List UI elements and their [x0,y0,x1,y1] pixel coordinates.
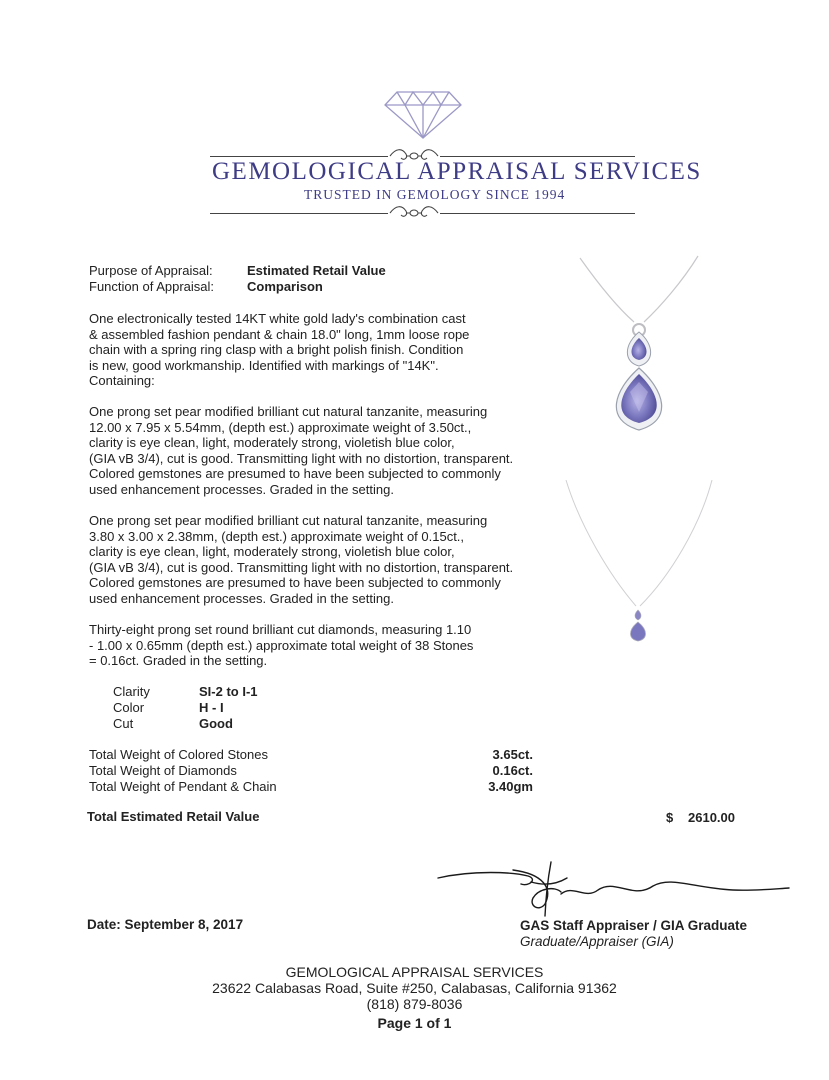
footer-phone: (818) 879-8036 [366,996,463,1012]
description-paragraph [89,311,469,389]
footer-page-number: Page 1 of 1 [377,1015,452,1031]
footer-address: 23622 Calabasas Road, Suite #250, Calabasas, California 91362 [212,980,617,996]
function-value: Comparison [247,279,323,294]
paragraph-line: Containing: [89,373,155,389]
diamonds-paragraph [89,622,473,669]
paragraph-line: clarity is eye clean, light, moderately strong, violetish blue color, [89,544,455,560]
appraisal-date: Date: September 8, 2017 [87,917,244,932]
flourish-icon [388,203,440,223]
appraiser-subtitle: Graduate/Appraiser (GIA) [520,934,674,949]
paragraph-line: Colored gemstones are presumed to have been subjected to commonly [89,466,501,482]
paragraph-line: (GIA vB 3/4), cut is good. Transmitting light with no distortion, transparent. [89,450,514,466]
paragraph-line: is new, good workmanship. Identified with markings of "14K". [89,357,439,373]
total-label-colored-stones: Total Weight of Colored Stones [89,747,268,762]
purpose-value: Estimated Retail Value [247,263,386,278]
header-rule-top-left [210,156,388,157]
diamond-logo-icon [383,88,463,140]
paragraph-line: used enhancement processes. Graded in the setting. [89,590,394,606]
purpose-label: Purpose of Appraisal: [89,263,213,278]
pendant-closeup-image [572,252,704,438]
paragraph-line: One electronically tested 14KT white gold lady's combination cast [89,311,466,326]
paragraph-line: Thirty-eight prong set round brilliant cut diamonds, measuring 1.10 [89,622,472,637]
paragraph-line: - 1.00 x 0.65mm (depth est.) approximate total weight of 38 Stones [89,637,474,653]
pendant-on-chain-image [560,476,718,646]
paragraph-line: used enhancement processes. Graded in the setting. [89,481,394,497]
tanzanite-small-paragraph [89,513,513,607]
function-label: Function of Appraisal: [89,279,215,294]
header-rule-top-right [440,156,635,157]
grading-label-clarity: Clarity [113,684,150,699]
paragraph-line: 3.80 x 3.00 x 2.38mm, (depth est.) approximate weight of 0.15ct., [89,528,465,544]
paragraph-line: 12.00 x 7.95 x 5.54mm, (depth est.) approximate weight of 3.50ct., [89,419,472,435]
appraiser-title: GAS Staff Appraiser / GIA Graduate [520,918,748,933]
paragraph-line: One prong set pear modified brilliant cut natural tanzanite, measuring [89,513,488,528]
retail-value-label: Total Estimated Retail Value [87,809,260,824]
total-label-diamonds: Total Weight of Diamonds [89,763,237,778]
grading-value-color: H - I [199,700,224,715]
signature-image [433,860,793,920]
paragraph-line: chain with a spring ring clasp with a bright polish finish. Condition [89,342,464,358]
grading-value-cut: Good [199,716,233,731]
total-value-diamonds: 0.16ct. [492,763,533,778]
company-tagline: TRUSTED IN GEMOLOGY SINCE 1994 [304,187,566,202]
paragraph-line: Colored gemstones are presumed to have been subjected to commonly [89,575,501,591]
total-label-pendant-chain: Total Weight of Pendant & Chain [89,779,277,794]
grading-value-clarity: SI-2 to I-1 [199,684,258,699]
paragraph-line: & assembled fashion pendant & chain 18.0" long, 1mm loose rope [89,326,470,342]
paragraph-line: (GIA vB 3/4), cut is good. Transmitting light with no distortion, transparent. [89,559,514,575]
currency-symbol: $ [666,810,674,825]
company-name: GEMOLOGICAL APPRAISAL SERVICES [212,158,702,185]
retail-value-amount: 2610.00 [688,810,735,825]
total-value-colored-stones: 3.65ct. [492,747,533,762]
paragraph-line: One prong set pear modified brilliant cut natural tanzanite, measuring [89,404,488,419]
paragraph-line: = 0.16ct. Graded in the setting. [89,653,268,669]
header-rule-bottom-right [440,213,635,214]
header-rule-bottom-left [210,213,388,214]
grading-label-color: Color [113,700,145,715]
grading-label-cut: Cut [113,716,134,731]
paragraph-line: clarity is eye clean, light, moderately strong, violetish blue color, [89,435,455,451]
footer-company: GEMOLOGICAL APPRAISAL SERVICES [285,964,544,980]
total-value-pendant-chain: 3.40gm [488,779,533,794]
tanzanite-large-paragraph [89,404,513,498]
